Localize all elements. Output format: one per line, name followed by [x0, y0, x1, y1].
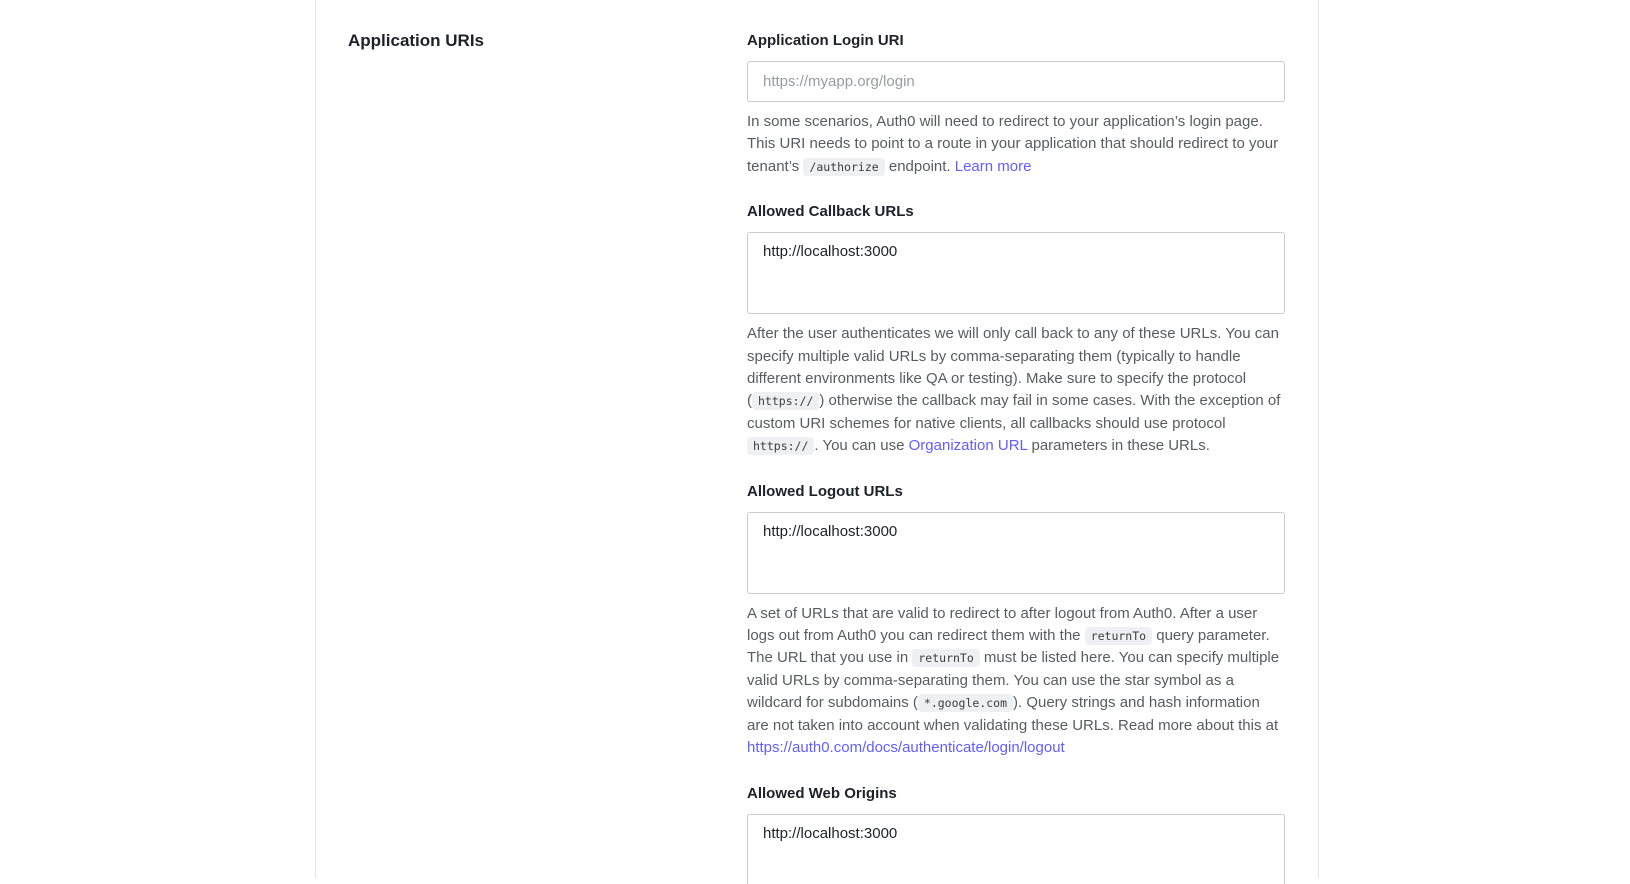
- allowed-logout-urls-help-text: [747, 603, 1285, 760]
- application-login-uri-help-text: [747, 111, 1285, 178]
- help-text-segment: parameters in these URLs.: [1027, 437, 1210, 455]
- help-text-segment: must be listed here. You can specify multiple valid URLs by comma-separating them. You can use the star symbol as a wildcard for subdomains (: [747, 649, 1280, 712]
- allowed-web-origins-label: Allowed Web Origins: [747, 784, 897, 802]
- application-uris-form: [747, 31, 1285, 884]
- help-text-segment: ) otherwise the callback may fail in some cases. With the exception of custom URI schemes for native clients, all callbacks should use protocol: [747, 392, 1281, 432]
- help-link[interactable]: https://auth0.com/docs/authenticate/login/logout: [747, 739, 1065, 757]
- help-text-segment: A set of URLs that are valid to redirect to after logout from Auth0. After a user logs out from Auth0 you can redirect them with the: [747, 604, 1258, 645]
- allowed-web-origins-group: [747, 784, 1285, 884]
- help-text-segment: In some scenarios, Auth0 will need to redirect to your application’s login page. This URI needs to point to a route in your application that should redirect to your tenant’s: [747, 113, 1279, 175]
- application-login-uri-input[interactable]: https://myapp.org/login: [747, 61, 1285, 102]
- allowed-callback-urls-help-text: [747, 323, 1285, 457]
- allowed-logout-urls-group: [747, 482, 1285, 760]
- allowed-callback-urls-label: Allowed Callback URLs: [747, 203, 914, 221]
- allowed-callback-urls-textarea[interactable]: http://localhost:3000: [747, 232, 1285, 314]
- help-link[interactable]: Learn more: [954, 157, 1032, 175]
- help-text-segment: After the user authenticates we will only call back to any of these URLs. You can specify multiple valid URLs by comma-separating them (typically to handle different environments like QA or testing). Make sure to specify the protocol (: [747, 325, 1279, 410]
- inline-code: https://: [747, 437, 814, 455]
- inline-code: *.google.com: [918, 694, 1013, 712]
- inline-code: returnTo: [912, 649, 979, 667]
- help-text-segment: endpoint.: [884, 157, 955, 175]
- allowed-logout-urls-label: Allowed Logout URLs: [747, 482, 903, 500]
- help-text-segment: . You can use: [814, 437, 909, 455]
- inline-code: /authorize: [803, 158, 884, 176]
- allowed-logout-urls-textarea[interactable]: http://localhost:3000: [747, 512, 1285, 594]
- allowed-callback-urls-group: [747, 202, 1285, 457]
- application-login-uri-label: Application Login URI: [747, 32, 904, 49]
- inline-code: returnTo: [1085, 627, 1152, 645]
- allowed-web-origins-textarea[interactable]: http://localhost:3000: [747, 814, 1285, 884]
- help-text-segment: query parameter. The URL that you use in: [747, 627, 1270, 667]
- help-link[interactable]: Organization URL: [908, 437, 1028, 455]
- inline-code: https://: [752, 392, 819, 410]
- application-login-uri-group: [747, 31, 1285, 178]
- section-title: Application URIs: [348, 31, 485, 50]
- help-text-segment: ). Query strings and hash information are not taken into account when validating these URLs. Read more about this at: [747, 694, 1279, 734]
